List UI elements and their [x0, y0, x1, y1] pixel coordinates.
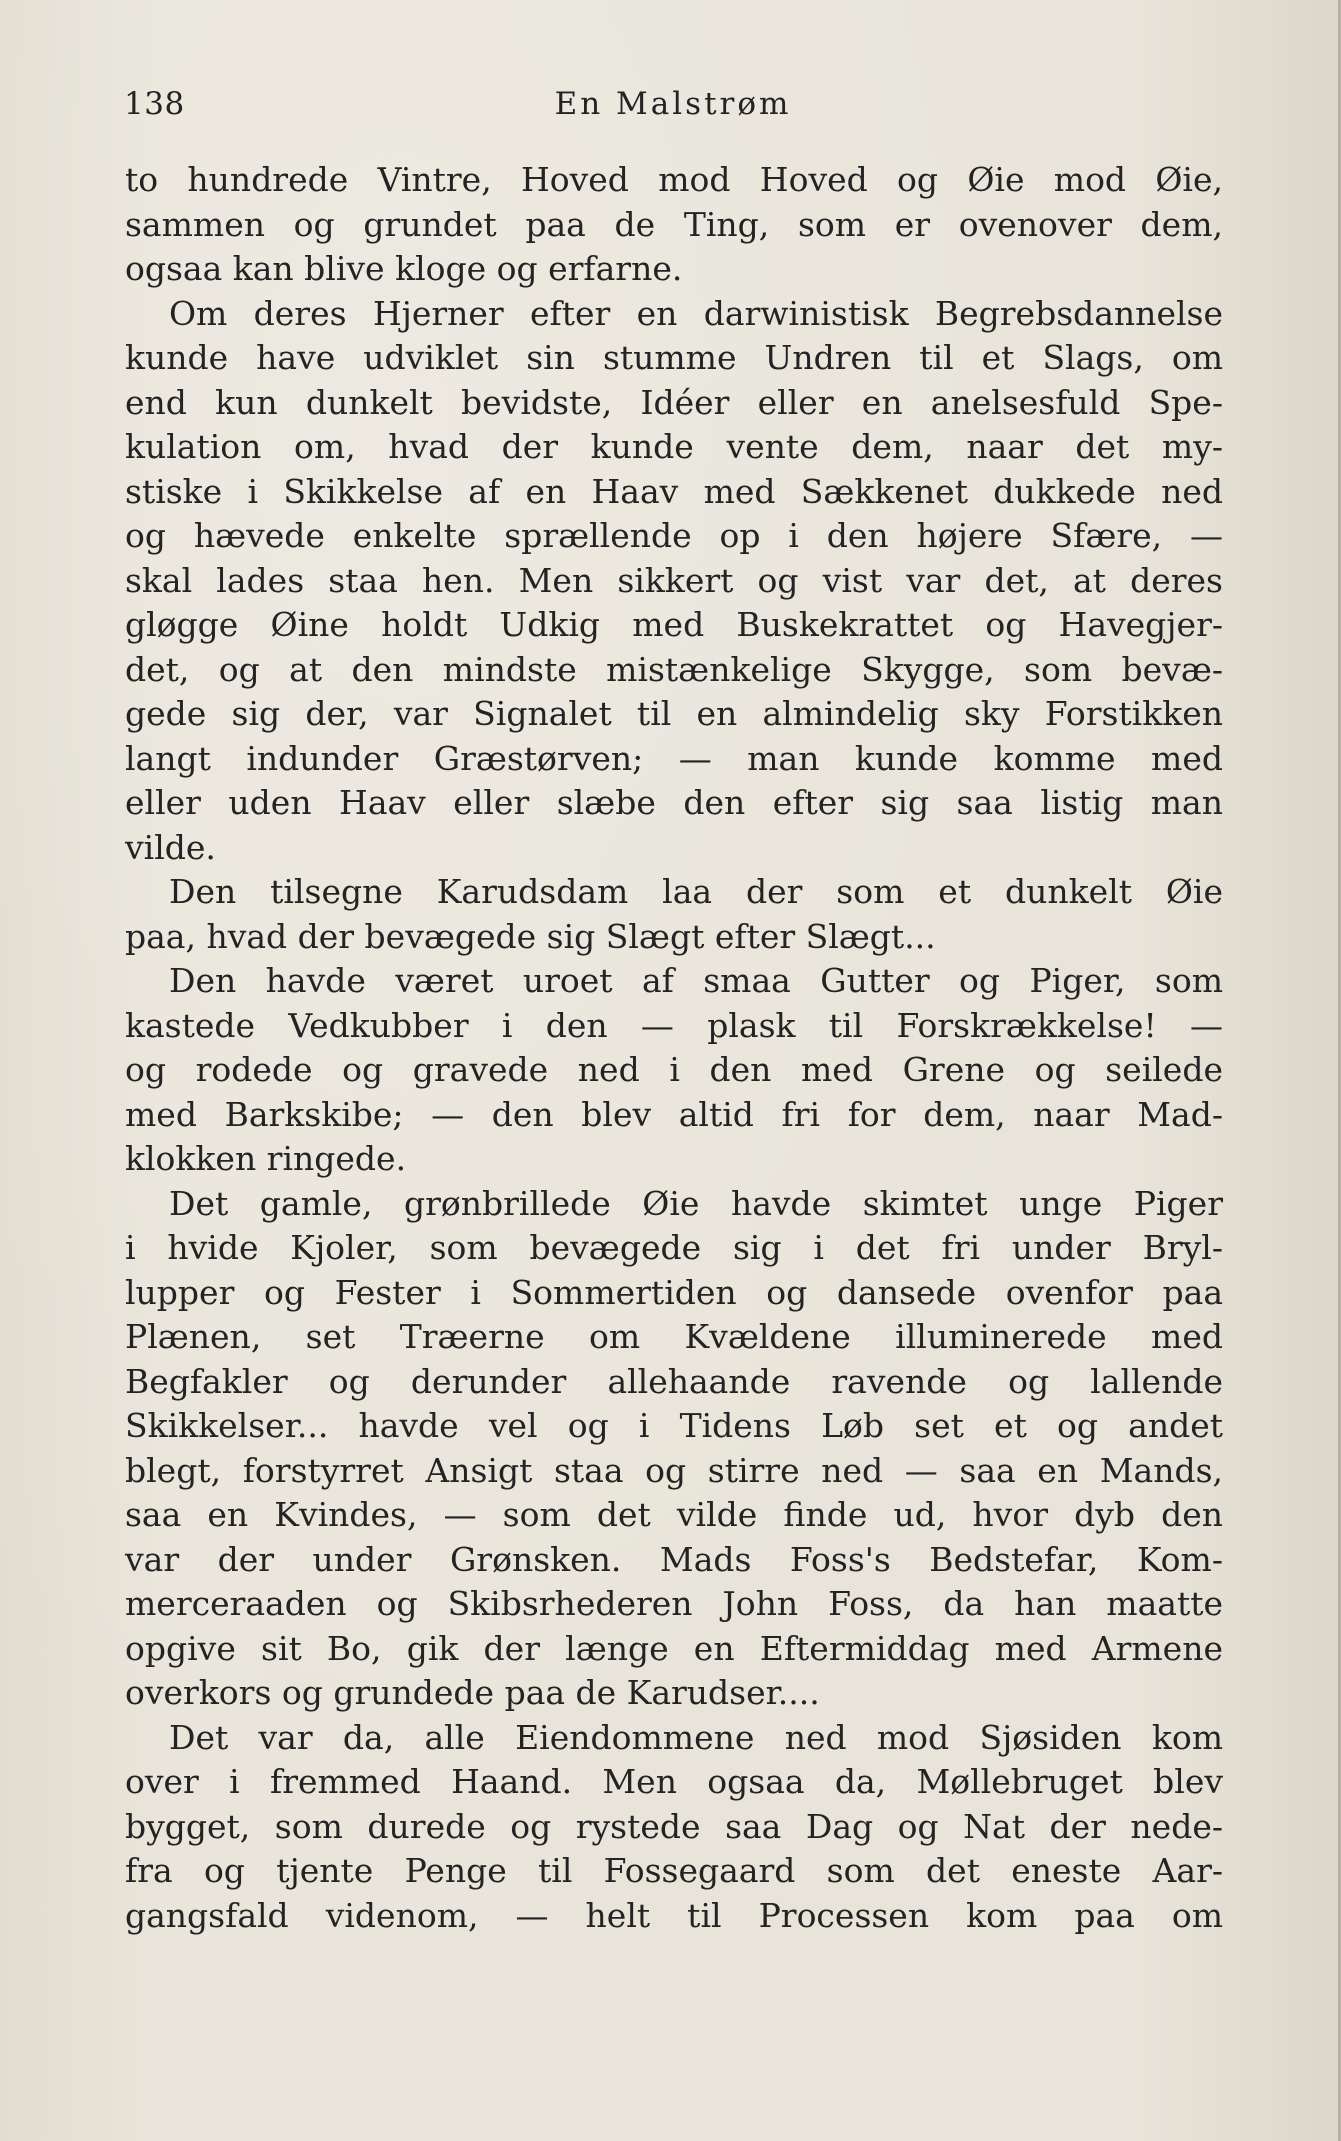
- text-line: ogsaa kan blive kloge og erfarne.: [125, 249, 683, 288]
- text-line: gede sig der, var Signalet til en almindelig sky Forstikken: [125, 694, 1223, 733]
- text-line: saa en Kvindes, — som det vilde finde ud, hvor dyb den: [125, 1495, 1223, 1534]
- text-line: bygget, som durede og rystede saa Dag og Nat der nede-: [125, 1806, 1223, 1846]
- text-line: i hvide Kjoler, som bevægede sig i det fri under Bryl-: [125, 1228, 1223, 1267]
- text-line: Det var da, alle Eiendommene ned mod Sjøsiden kom: [169, 1717, 1223, 1757]
- running-title: En Malstrøm: [554, 86, 792, 122]
- page-number: 138: [124, 86, 185, 122]
- text-line: overkors og grundede paa de Karudser....: [125, 1673, 820, 1712]
- page-header: [124, 86, 1222, 134]
- text-line: blegt, forstyrret Ansigt staa og stirre ned — saa en Mands,: [125, 1450, 1223, 1490]
- text-line: og hævede enkelte sprællende op i den højere Sfære, —: [125, 516, 1223, 555]
- text-line: fra og tjente Penge til Fossegaard som det eneste Aar-: [125, 1851, 1223, 1890]
- text-line: paa, hvad der bevægede sig Slægt efter Slægt...: [125, 916, 936, 956]
- text-line: merceraaden og Skibsrhederen John Foss, da han maatte: [125, 1584, 1223, 1623]
- text-line: Det gamle, grønbrillede Øie havde skimtet unge Piger: [169, 1183, 1223, 1223]
- text-line: var der under Grønsken. Mads Foss's Bedstefar, Kom-: [125, 1539, 1223, 1579]
- text-line: gløgge Øine holdt Udkig med Buskekrattet og Havegjer-: [125, 605, 1223, 644]
- text-line: Om deres Hjerner efter en darwinistisk Begrebsdannelse: [169, 293, 1223, 333]
- text-line: kunde have udviklet sin stumme Undren til et Slags, om: [125, 338, 1223, 377]
- text-line: klokken ringede.: [125, 1139, 407, 1178]
- text-line: og rodede og gravede ned i den med Grene og seilede: [125, 1050, 1223, 1089]
- text-line: Plænen, set Træerne om Kvældene illuminerede med: [125, 1317, 1223, 1356]
- text-line: Begfakler og derunder allehaande ravende og lallende: [125, 1361, 1223, 1401]
- text-line: lupper og Fester i Sommertiden og dansede ovenfor paa: [125, 1272, 1223, 1312]
- text-line: med Barkskibe; — den blev altid fri for dem, naar Mad-: [125, 1094, 1223, 1134]
- text-line: skal lades staa hen. Men sikkert og vist var det, at deres: [125, 560, 1223, 600]
- text-line: sammen og grundet paa de Ting, som er ovenover dem,: [125, 204, 1223, 244]
- text-line: to hundrede Vintre, Hoved mod Hoved og Øie mod Øie,: [125, 160, 1223, 199]
- text-line: Den havde været uroet af smaa Gutter og Piger, som: [169, 961, 1223, 1000]
- body-text: [125, 158, 1223, 1938]
- text-line: gangsfald videnom, — helt til Processen kom paa om: [125, 1895, 1223, 1935]
- text-line: end kun dunkelt bevidste, Idéer eller en anelsesfuld Spe-: [125, 382, 1223, 422]
- text-line: eller uden Haav eller slæbe den efter sig saa listig man: [125, 783, 1223, 822]
- text-line: stiske i Skikkelse af en Haav med Sækkenet dukkede ned: [125, 471, 1223, 511]
- text-line: vilde.: [125, 827, 216, 867]
- text-line: kastede Vedkubber i den — plask til Forskrækkelse! —: [125, 1005, 1223, 1045]
- text-line: Den tilsegne Karudsdam laa der som et dunkelt Øie: [169, 872, 1223, 911]
- text-line: over i fremmed Haand. Men ogsaa da, Møllebruget blev: [125, 1762, 1223, 1801]
- text-line: kulation om, hvad der kunde vente dem, naar det my-: [125, 427, 1223, 466]
- text-line: Skikkelser... havde vel og i Tidens Løb set et og andet: [125, 1406, 1223, 1445]
- text-line: det, og at den mindste mistænkelige Skygge, som bevæ-: [125, 649, 1223, 689]
- text-line: opgive sit Bo, gik der længe en Eftermiddag med Armene: [125, 1628, 1223, 1668]
- text-line: langt indunder Græstørven; — man kunde komme med: [125, 738, 1223, 778]
